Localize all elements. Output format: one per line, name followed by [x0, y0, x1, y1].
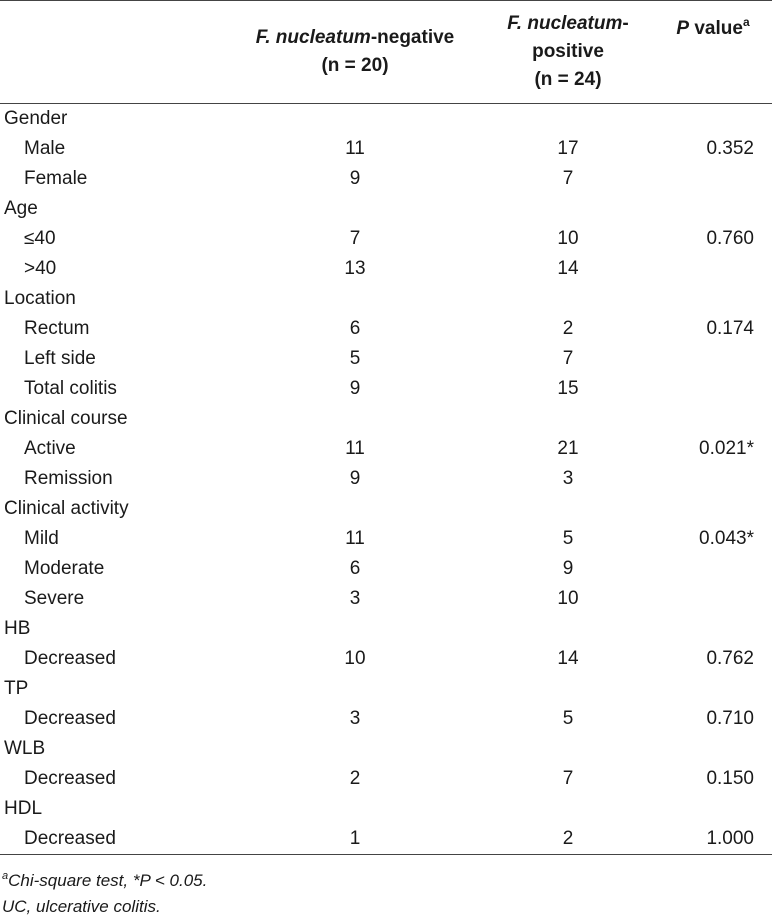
cell-negative: 3	[349, 708, 361, 729]
cell-negative: 6	[349, 318, 361, 339]
table-body	[0, 104, 772, 855]
footnote-a-sup: a	[2, 870, 9, 882]
cell-positive	[482, 674, 654, 704]
row-label: Left side	[24, 348, 96, 369]
row-label: Decreased	[24, 708, 116, 729]
row-label: Moderate	[24, 558, 105, 579]
cell-negative: 9	[349, 168, 361, 189]
header-negative-species: F. nucleatum	[255, 27, 371, 48]
cell-negative	[228, 104, 482, 135]
table-row-category	[0, 614, 772, 644]
table-row	[0, 164, 772, 194]
header-positive-n: (n = 24)	[534, 69, 602, 90]
cell-positive	[482, 194, 654, 224]
row-label: Mild	[24, 528, 59, 549]
table-row	[0, 584, 772, 614]
cell-positive	[482, 494, 654, 524]
cell-p-value: 1.000	[654, 824, 772, 855]
table-header	[0, 1, 772, 104]
cell-negative: 11	[345, 528, 365, 549]
table-row-category	[0, 494, 772, 524]
row-label: Gender	[4, 108, 68, 129]
header-p-suffix: value	[689, 18, 743, 39]
row-label: Age	[4, 198, 38, 219]
cell-negative: 11	[345, 438, 365, 459]
row-label: Location	[4, 288, 76, 309]
table-row-category	[0, 194, 772, 224]
table-row	[0, 254, 772, 284]
cell-p-value	[654, 794, 772, 824]
cell-positive: 3	[562, 468, 574, 489]
row-label: Severe	[24, 588, 85, 609]
cell-positive: 10	[557, 588, 579, 609]
cell-p-value	[654, 344, 772, 374]
cell-p-value	[654, 194, 772, 224]
table-row	[0, 344, 772, 374]
row-label: HB	[4, 618, 31, 639]
cell-negative	[228, 284, 482, 314]
cell-positive	[482, 734, 654, 764]
cell-positive	[482, 614, 654, 644]
header-negative-n: (n = 20)	[321, 55, 389, 76]
row-label: Decreased	[0, 824, 228, 855]
cell-p-value	[654, 254, 772, 284]
cell-negative	[228, 194, 482, 224]
cell-negative: 6	[349, 558, 361, 579]
cell-p-value	[654, 494, 772, 524]
cell-p-value: 0.043*	[699, 528, 754, 549]
cell-p-value	[654, 584, 772, 614]
row-label: TP	[4, 678, 29, 699]
table-row	[0, 764, 772, 794]
cell-positive	[482, 794, 654, 824]
cell-positive	[482, 284, 654, 314]
cell-p-value: 0.760	[706, 228, 754, 249]
cell-p-value	[654, 374, 772, 404]
row-label: WLB	[4, 738, 46, 759]
row-label: Clinical activity	[4, 498, 129, 519]
cell-negative: 5	[349, 348, 361, 369]
cell-p-value	[654, 284, 772, 314]
cell-p-value: 0.021*	[699, 438, 754, 459]
row-label: Decreased	[24, 648, 116, 669]
row-label: Remission	[24, 468, 113, 489]
row-label: Clinical course	[4, 408, 128, 429]
cell-positive: 17	[557, 138, 579, 159]
cell-positive: 14	[557, 648, 579, 669]
table-row	[0, 704, 772, 734]
cell-negative: 9	[349, 378, 361, 399]
table-row-category	[0, 674, 772, 704]
cell-positive: 10	[557, 228, 579, 249]
cell-negative	[228, 494, 482, 524]
table-row	[0, 374, 772, 404]
footnote-a	[0, 868, 772, 894]
row-label: Female	[24, 168, 88, 189]
table-row	[0, 824, 772, 855]
header-negative-suffix: -negative	[370, 27, 455, 48]
table-row-category	[0, 104, 772, 135]
cell-p-value: 0.174	[706, 318, 754, 339]
header-positive-species: F. nucleatum	[507, 13, 623, 34]
cell-p-value	[654, 164, 772, 194]
footnote-uc: UC, ulcerative colitis.	[2, 897, 161, 916]
header-row	[0, 1, 772, 104]
cell-negative: 9	[349, 468, 361, 489]
cell-negative: 11	[345, 138, 365, 159]
table-row-category	[0, 794, 772, 824]
row-label: Rectum	[24, 318, 90, 339]
table-row-category	[0, 404, 772, 434]
cell-positive: 5	[562, 708, 574, 729]
table-row	[0, 524, 772, 554]
cell-positive: 5	[562, 528, 574, 549]
cell-negative: 1	[228, 824, 482, 855]
table-row	[0, 314, 772, 344]
header-p-value	[654, 1, 772, 104]
cell-positive: 7	[562, 168, 574, 189]
cell-negative	[228, 794, 482, 824]
cell-positive: 14	[557, 258, 579, 279]
cell-p-value	[654, 674, 772, 704]
header-label-cell	[0, 1, 228, 104]
cell-positive: 9	[562, 558, 574, 579]
row-label: ≤40	[24, 228, 56, 249]
cell-positive: 21	[557, 438, 579, 459]
cell-p-value	[654, 614, 772, 644]
cell-p-value: 0.150	[706, 768, 754, 789]
cell-p-value	[654, 104, 772, 135]
row-label: Decreased	[24, 768, 116, 789]
cell-negative: 3	[349, 588, 361, 609]
row-label: Total colitis	[24, 378, 117, 399]
cell-p-value	[654, 464, 772, 494]
header-p-italic: P	[676, 18, 690, 39]
cell-negative	[228, 614, 482, 644]
table-row-category	[0, 734, 772, 764]
cell-positive: 7	[562, 768, 574, 789]
cell-p-value	[654, 734, 772, 764]
header-positive-suffix: -positive	[532, 13, 629, 62]
cell-p-value: 0.762	[706, 648, 754, 669]
cell-p-value: 0.352	[706, 138, 754, 159]
cell-negative: 13	[344, 258, 366, 279]
row-label: HDL	[4, 798, 43, 819]
table-footnotes	[0, 868, 772, 920]
cell-positive: 7	[562, 348, 574, 369]
cell-negative	[228, 674, 482, 704]
row-label: >40	[24, 258, 57, 279]
cell-negative	[228, 404, 482, 434]
cell-positive	[482, 404, 654, 434]
cell-positive: 2	[482, 824, 654, 855]
cell-positive	[482, 104, 654, 135]
header-negative	[228, 1, 482, 104]
table-row	[0, 224, 772, 254]
cell-positive: 2	[562, 318, 574, 339]
cell-negative: 10	[344, 648, 366, 669]
row-label: Male	[24, 138, 66, 159]
row-label: Active	[24, 438, 76, 459]
cell-negative: 7	[349, 228, 361, 249]
cell-negative: 2	[349, 768, 361, 789]
header-p-sup: a	[742, 15, 750, 29]
footnote-a-text: Chi-square test, *P < 0.05.	[8, 871, 208, 890]
table-row	[0, 464, 772, 494]
table-row	[0, 134, 772, 164]
cell-p-value	[654, 404, 772, 434]
cell-p-value	[654, 554, 772, 584]
table-row	[0, 554, 772, 584]
table-row	[0, 434, 772, 464]
cell-negative	[228, 734, 482, 764]
table-row	[0, 644, 772, 674]
table-row-category	[0, 284, 772, 314]
header-positive	[482, 1, 654, 104]
cell-positive: 15	[557, 378, 579, 399]
cell-p-value: 0.710	[706, 708, 754, 729]
